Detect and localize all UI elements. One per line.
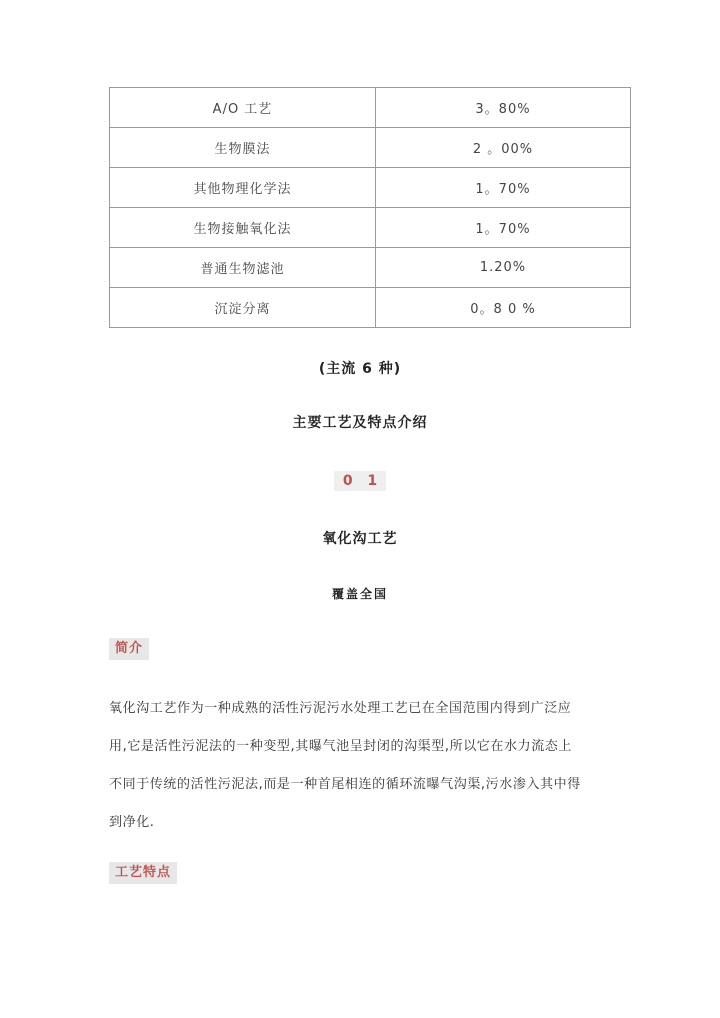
paragraph-line: 到净化. (109, 815, 155, 830)
table-cell-process: 沉淀分离 (110, 288, 376, 328)
section-number-badge: 0 1 (334, 471, 386, 491)
table-row (110, 128, 631, 168)
table-cell-process: 其他物理化学法 (110, 168, 376, 208)
table-cell-value: 1.20% (376, 248, 631, 288)
paragraph-line: 氧化沟工艺作为一种成熟的活性污泥污水处理工艺已在全国范围内得到广泛应 (109, 701, 572, 716)
table-row (110, 208, 631, 248)
table-cell-value: 2 。00% (376, 128, 631, 168)
table-row (110, 248, 631, 288)
main-heading: 主要工艺及特点介绍 (292, 415, 428, 431)
section-title: 氧化沟工艺 (322, 531, 398, 547)
section-subtitle: 覆盖全国 (331, 587, 388, 601)
table-cell-value: 3。80% (376, 88, 631, 128)
table-row (110, 168, 631, 208)
table-row (110, 88, 631, 128)
paragraph-line: 不同于传统的活性污泥法,而是一种首尾相连的循环流曝气沟渠,污水渗入其中得 (109, 777, 581, 792)
table-row (110, 288, 631, 328)
table-cell-process: 生物接触氧化法 (110, 208, 376, 248)
intro-paragraph (109, 690, 619, 842)
paragraph-line: 用,它是活性污泥法的一种变型,其曝气池呈封闭的沟渠型,所以它在水力流态上 (109, 739, 572, 754)
table-cell-process: 生物膜法 (110, 128, 376, 168)
table-cell-value: 1。70% (376, 168, 631, 208)
table-caption: (主流 6 种) (318, 361, 402, 377)
table-cell-value: 0。8 0 % (376, 288, 631, 328)
table-cell-process: 普通生物滤池 (110, 248, 376, 288)
table-cell-value: 1。70% (376, 208, 631, 248)
process-ratio-table (109, 87, 631, 328)
features-tag: 工艺特点 (109, 862, 177, 884)
section-number-wrap (0, 470, 720, 491)
intro-tag: 简介 (109, 638, 149, 660)
table-cell-process: A/O 工艺 (110, 88, 376, 128)
